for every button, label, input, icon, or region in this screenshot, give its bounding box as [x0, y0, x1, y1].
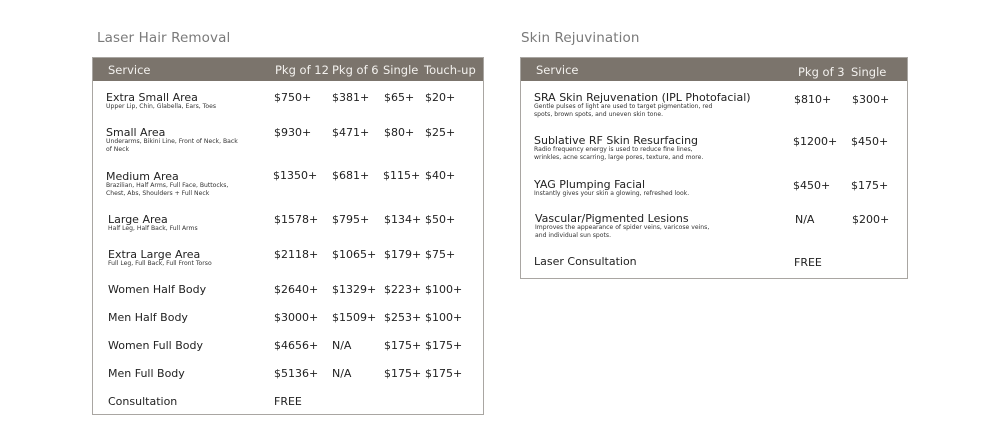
price-single: $450+	[851, 135, 889, 148]
price-single: $115+	[383, 169, 421, 182]
header-pkg-12: Pkg of 12	[275, 63, 329, 77]
header-service: Service	[108, 63, 151, 77]
price-touch-up: $40+	[425, 169, 456, 182]
service-name: Vascular/Pigmented Lesions	[535, 212, 689, 225]
price-pkg-6: $795+	[332, 213, 370, 226]
skin-table-header	[521, 58, 907, 81]
price-pkg-12: $930+	[274, 126, 312, 139]
header-service: Service	[536, 63, 579, 77]
header-touch-up: Touch-up	[424, 63, 476, 77]
price-touch-up: $175+	[425, 367, 463, 380]
price-single: $179+	[384, 248, 422, 261]
price-pkg-3: N/A	[795, 213, 815, 226]
price-touch-up: $75+	[425, 248, 456, 261]
price-touch-up: $25+	[425, 126, 456, 139]
service-name: Women Full Body	[108, 339, 203, 352]
price-pkg-3: FREE	[794, 256, 822, 269]
service-name: Sublative RF Skin Resurfacing	[534, 134, 699, 147]
price-pkg-12: $2640+	[274, 283, 319, 296]
price-touch-up: $50+	[425, 213, 456, 226]
service-description: Half Leg, Half Back, Full Arms	[108, 225, 198, 232]
service-description: Improves the appearance of spider veins, varicose veins, and individual sun spots.	[535, 224, 710, 239]
service-description: Full Leg, Full Back, Full Front Torso	[108, 260, 212, 267]
price-touch-up: $100+	[425, 283, 463, 296]
price-pkg-12: $2118+	[274, 248, 319, 261]
service-description: Brazilian, Half Arms, Full Face, Buttocks, Chest, Abs, Shoulders + Full Neck	[106, 182, 229, 197]
price-touch-up: $100+	[425, 311, 463, 324]
service-description: Radio frequency energy is used to reduce fine lines, wrinkles, acne scarring, large pores, texture, and more.	[534, 146, 704, 161]
price-pkg-12: $5136+	[274, 367, 319, 380]
price-pkg-12: $1350+	[273, 169, 318, 182]
price-single: $200+	[852, 213, 890, 226]
service-name: Men Half Body	[108, 311, 188, 324]
service-description: Instantly gives your skin a glowing, refreshed look.	[534, 190, 690, 197]
price-pkg-6: N/A	[332, 339, 352, 352]
service-description: Gentle pulses of light are used to target pigmentation, red spots, brown spots, and uneven skin tone.	[534, 103, 713, 118]
service-name: Medium Area	[106, 170, 179, 183]
price-single: $223+	[384, 283, 422, 296]
header-single: Single	[851, 65, 887, 79]
price-pkg-12: $4656+	[274, 339, 319, 352]
price-pkg-6: N/A	[332, 367, 352, 380]
price-pkg-12: FREE	[274, 395, 302, 408]
service-name: SRA Skin Rejuvenation (IPL Photofacial)	[534, 91, 751, 104]
skin-section-title: Skin Rejuvination	[521, 30, 640, 46]
price-touch-up: $20+	[425, 91, 456, 104]
laser-price-table	[92, 57, 484, 415]
price-pkg-12: $750+	[274, 91, 312, 104]
price-single: $80+	[384, 126, 415, 139]
price-single: $175+	[384, 367, 422, 380]
price-pkg-3: $1200+	[793, 135, 838, 148]
price-touch-up: $175+	[425, 339, 463, 352]
service-name: Large Area	[108, 213, 168, 226]
price-pkg-6: $1065+	[332, 248, 377, 261]
laser-section-title: Laser Hair Removal	[97, 30, 231, 46]
service-name: Consultation	[108, 395, 178, 408]
service-description: Upper Lip, Chin, Glabella, Ears, Toes	[106, 103, 217, 110]
price-single: $65+	[384, 91, 415, 104]
laser-table-header	[93, 58, 483, 81]
price-single: $253+	[384, 311, 422, 324]
service-name: Women Half Body	[108, 283, 207, 296]
header-pkg-6: Pkg of 6	[332, 63, 379, 77]
header-single: Single	[383, 63, 419, 77]
price-pkg-12: $1578+	[274, 213, 319, 226]
price-pkg-3: $810+	[794, 93, 832, 106]
service-name: Extra Large Area	[108, 248, 201, 261]
price-single: $300+	[852, 93, 890, 106]
price-pkg-3: $450+	[793, 179, 831, 192]
price-single: $175+	[384, 339, 422, 352]
service-name: Men Full Body	[108, 367, 185, 380]
service-name: Laser Consultation	[534, 255, 637, 268]
price-pkg-6: $381+	[332, 91, 370, 104]
service-name: YAG Plumping Facial	[534, 178, 646, 191]
price-pkg-6: $471+	[332, 126, 370, 139]
service-name: Extra Small Area	[106, 91, 198, 104]
price-pkg-6: $1329+	[332, 283, 377, 296]
price-single: $134+	[384, 213, 422, 226]
price-pkg-6: $1509+	[332, 311, 377, 324]
skin-price-table	[520, 57, 908, 279]
price-single: $175+	[851, 179, 889, 192]
service-description: Underarms, Bikini Line, Front of Neck, Back of Neck	[106, 138, 238, 153]
header-pkg-3: Pkg of 3	[798, 65, 845, 79]
service-name: Small Area	[106, 126, 166, 139]
price-pkg-6: $681+	[332, 169, 370, 182]
price-pkg-12: $3000+	[274, 311, 319, 324]
